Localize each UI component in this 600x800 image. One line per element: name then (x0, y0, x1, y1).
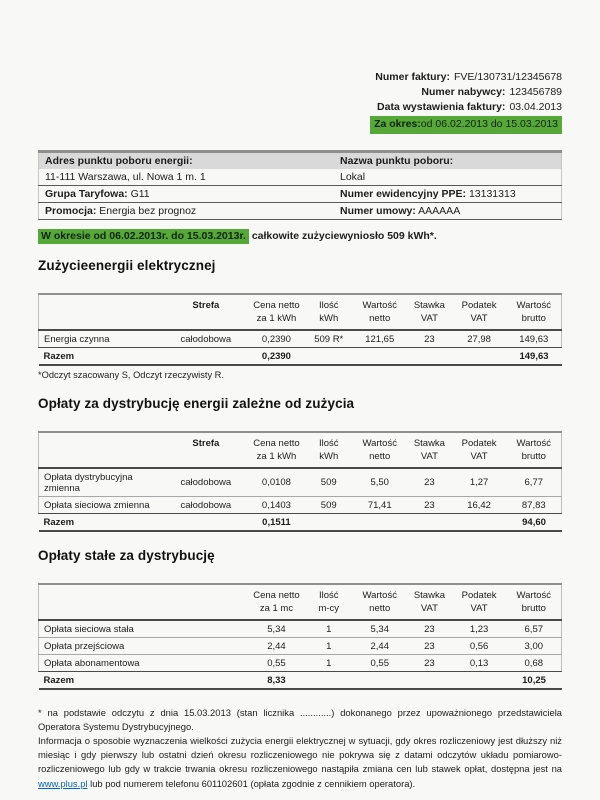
tariff-label: Grupa Taryfowa: (45, 187, 128, 200)
charge-podatek: 0,13 (452, 655, 507, 672)
col-header-stawka: Stawka VAT (407, 584, 451, 620)
consumption-summary (38, 230, 562, 242)
invoice-header (0, 0, 600, 134)
charge-brutto: 149,63 (507, 330, 562, 348)
reading-note: * na podstawie odczytu z dnia 15.03.2013 (stan licznika ............) dokonanego przez upoważnionego przedstawiciela Operatora Systemu Dystrybucyjnego. (38, 707, 562, 733)
charge-vat: 23 (407, 468, 451, 497)
charge-cena: 0,2390 (248, 330, 306, 348)
promo-row (39, 203, 562, 220)
invoice-number-label: Numer faktury: (375, 71, 450, 83)
billing-period-label: Za okres: (374, 118, 421, 130)
consumption-total-text: całkowite zużyciewyniosło 509 kWh*. (251, 230, 437, 242)
charge-vat: 23 (407, 638, 451, 655)
total-brutto: 149,63 (507, 348, 562, 366)
supply-address-value: 11-111 Warszawa, ul. Nowa 1 m. 1 (39, 169, 334, 186)
charge-name: Opłata abonamentowa (39, 655, 248, 672)
charge-strefa: całodobowa (164, 497, 248, 514)
invoice-number-line (0, 70, 562, 85)
supply-address-header: Adres punktu poboru energii: (39, 152, 334, 170)
total-brutto: 10,25 (507, 672, 562, 690)
charge-netto: 2,44 (352, 638, 407, 655)
charge-name: Opłata przejściowa (39, 638, 248, 655)
invoice-body (38, 150, 562, 791)
col-header-podatek: Podatek VAT (452, 584, 507, 620)
ppe-cell (334, 186, 562, 203)
charge-ilosc: 509 R* (305, 330, 352, 348)
account-info-table (38, 150, 562, 220)
invoice-number-value: FVE/130731/12345678 (453, 71, 562, 83)
col-header-brutto: Wartość brutto (507, 432, 562, 468)
charge-name: Opłata sieciowa stała (39, 620, 248, 638)
distribution-total-row (39, 514, 562, 532)
fixed-total-row (39, 672, 562, 690)
tariff-row (39, 186, 562, 203)
charge-ilosc: 509 (305, 497, 352, 514)
charge-cena: 0,0108 (248, 468, 306, 497)
charge-vat: 23 (407, 655, 451, 672)
charge-vat: 23 (407, 497, 451, 514)
col-header-cena: Cena netto za 1 mc (248, 584, 306, 620)
charge-brutto: 3,00 (507, 638, 562, 655)
buyer-number-value: 123456789 (509, 86, 562, 98)
distribution-header-row (39, 432, 562, 468)
charge-ilosc: 509 (305, 468, 352, 497)
billing-period-line (0, 116, 562, 134)
total-cena: 0,1511 (248, 514, 306, 532)
account-values-row (39, 169, 562, 186)
charge-row (39, 468, 562, 497)
col-header-strefa: Strefa (164, 294, 248, 330)
charge-strefa: całodobowa (164, 468, 248, 497)
charge-ilosc: 1 (305, 620, 352, 638)
col-header-brutto: Wartość brutto (507, 584, 562, 620)
charge-podatek: 16,42 (452, 497, 507, 514)
col-header-podatek: Podatek VAT (452, 432, 507, 468)
charge-netto: 5,50 (352, 468, 407, 497)
charge-row (39, 497, 562, 514)
charge-podatek: 0,56 (452, 638, 507, 655)
charge-row (39, 638, 562, 655)
charge-brutto: 6,77 (507, 468, 562, 497)
consumption-period-highlight: W okresie od 06.02.2013r. do 15.03.2013r. (38, 229, 249, 244)
charge-podatek: 27,98 (452, 330, 507, 348)
col-header-name (39, 294, 165, 330)
total-label: Razem (39, 514, 248, 532)
info-note-text-after: lub pod numerem telefonu 601102601 (opłata zgodnie z cennikiem operatora). (87, 777, 416, 789)
col-header-ilosc: Ilość kWh (305, 294, 352, 330)
charge-cena: 0,1403 (248, 497, 306, 514)
issue-date-value: 03.04.2013 (509, 101, 562, 113)
charge-brutto: 6,57 (507, 620, 562, 638)
col-header-brutto: Wartość brutto (507, 294, 562, 330)
promo-cell (39, 203, 334, 220)
ppe-value: 13131313 (468, 187, 516, 200)
fixed-charges-table (38, 583, 562, 690)
energy-header-row (39, 294, 562, 330)
col-header-netto: Wartość netto (352, 432, 407, 468)
energy-table (38, 293, 562, 366)
info-note-text-before: Informacja o sposobie wyznaczenia wielkości zużycia energii elektrycznej w sytuacji, gdy okres rozliczeniowy jest dłuższy niż miesiąc i gdy pierwszy lub ostatni dzień okresu rozliczeniowego nie pokrywa się z datami odczytów układu pomiarowo-rozliczeniowego lub gdy w trakcie trwania okresu rozliczeniowego nastąpiła zmiana cen lub stawek opłat, dostępna jest na (38, 735, 562, 775)
charge-name: Opłata dystrybucyjna zmienna (39, 468, 165, 497)
col-header-stawka: Stawka VAT (407, 432, 451, 468)
buyer-number-line (0, 85, 562, 100)
charge-brutto: 87,83 (507, 497, 562, 514)
col-header-cena: Cena netto za 1 kWh (248, 294, 306, 330)
contract-cell (334, 203, 562, 220)
col-header-name (39, 432, 165, 468)
plus-website-link[interactable]: www.plus.pl (38, 777, 88, 789)
charge-vat: 23 (407, 330, 451, 348)
issue-date-label: Data wystawienia faktury: (377, 101, 506, 113)
col-header-cena: Cena netto za 1 kWh (248, 432, 306, 468)
contract-label: Numer umowy: (339, 204, 416, 217)
meter-reading-footnote: *Odczyt szacowany S, Odczyt rzeczywisty R. (38, 370, 224, 380)
promo-label: Promocja: (45, 204, 97, 217)
charge-netto: 71,41 (352, 497, 407, 514)
section-title-energy: Zużycieenergii elektrycznej (38, 258, 216, 273)
charge-ilosc: 1 (305, 638, 352, 655)
total-cena: 8,33 (248, 672, 306, 690)
total-label: Razem (39, 348, 248, 366)
charge-row (39, 620, 562, 638)
buyer-number-label: Numer nabywcy: (421, 86, 506, 98)
charge-row (39, 330, 562, 348)
account-header-row (39, 152, 562, 170)
charge-podatek: 1,27 (452, 468, 507, 497)
charge-strefa: całodobowa (164, 330, 248, 348)
charge-brutto: 0,68 (507, 655, 562, 672)
col-header-ilosc: Ilość kWh (305, 432, 352, 468)
charge-podatek: 1,23 (452, 620, 507, 638)
info-note (38, 734, 562, 790)
col-header-ilosc: Ilość m-cy (305, 584, 352, 620)
promo-value: Energia bez prognoz (99, 204, 197, 217)
contract-value: AAAAAA (418, 204, 461, 217)
ppe-label: Numer ewidencyjny PPE: (339, 187, 467, 200)
charge-netto: 0,55 (352, 655, 407, 672)
col-header-podatek: Podatek VAT (452, 294, 507, 330)
tariff-value: G11 (130, 187, 150, 200)
section-title-distribution: Opłaty za dystrybucję energii zależne od zużycia (38, 396, 355, 411)
charge-cena: 0,55 (248, 655, 306, 672)
distribution-table (38, 431, 562, 532)
total-cena: 0,2390 (248, 348, 306, 366)
charge-row (39, 655, 562, 672)
charge-name: Energia czynna (39, 330, 165, 348)
col-header-name (39, 584, 248, 620)
total-brutto: 94,60 (507, 514, 562, 532)
issue-date-line (0, 100, 562, 115)
col-header-strefa: Strefa (164, 432, 248, 468)
total-label: Razem (39, 672, 248, 690)
footer-notes (38, 706, 562, 791)
charge-cena: 5,34 (248, 620, 306, 638)
col-header-netto: Wartość netto (352, 294, 407, 330)
charge-ilosc: 1 (305, 655, 352, 672)
billing-period-value: od 06.02.2013 do 15.03.2013 (420, 118, 558, 130)
charge-cena: 2,44 (248, 638, 306, 655)
col-header-stawka: Stawka VAT (407, 294, 451, 330)
energy-total-row (39, 348, 562, 366)
charge-netto: 5,34 (352, 620, 407, 638)
charge-netto: 121,65 (352, 330, 407, 348)
billing-period-badge (370, 116, 562, 134)
charge-vat: 23 (407, 620, 451, 638)
section-title-fixed: Opłaty stałe za dystrybucję (38, 548, 215, 563)
tariff-cell (39, 186, 334, 203)
col-header-netto: Wartość netto (352, 584, 407, 620)
fixed-header-row (39, 584, 562, 620)
point-name-value: Lokal (334, 169, 562, 186)
point-name-header: Nazwa punktu poboru: (334, 152, 562, 170)
charge-name: Opłata sieciowa zmienna (39, 497, 165, 514)
